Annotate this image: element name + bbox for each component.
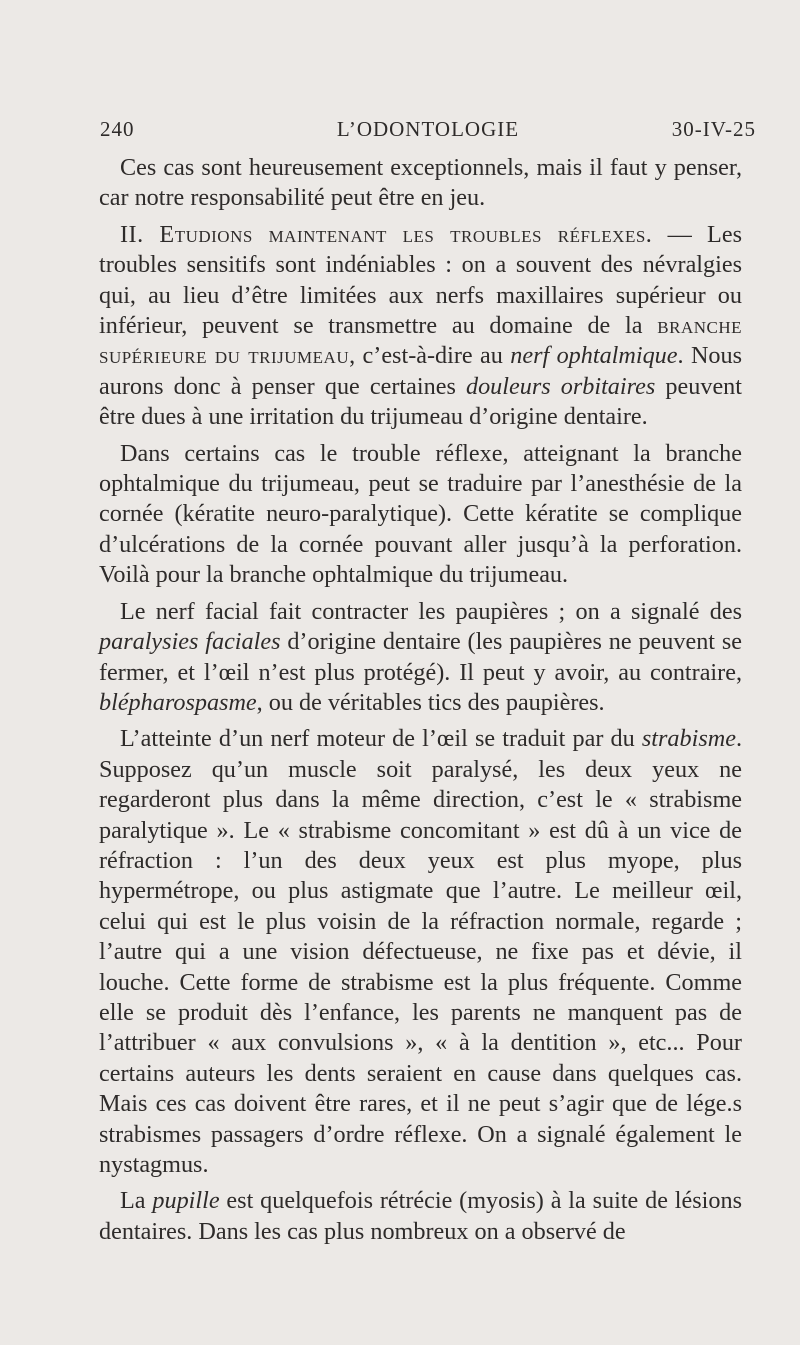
- page-number: 240: [100, 117, 135, 141]
- issue-date: 30-IV-25: [671, 117, 756, 141]
- small-caps-term: branche supérieure du trijumeau: [99, 312, 742, 370]
- paragraph-4: Le nerf facial fait contracter les paupières ; on a signalé des paralysies faciales d’origine dentaire (les paupières ne peuvent se fermer, et l’œil n’est plus protégé). Il peut y avoir, au contraire, blépharospasme, ou de véritables tics des paupières.: [99, 597, 742, 716]
- section-heading: II. Etudions maintenant les troubles réflexes.: [120, 220, 653, 248]
- journal-title: L’ODONTOLOGIE: [336, 117, 520, 141]
- paragraph-5: L’atteinte d’un nerf moteur de l’œil se traduit par du strabisme. Supposez qu’un muscle soit paralysé, les deux yeux ne regarderont plus dans la même direction, c’est le « strabisme paralytique ». Le « strabisme concomitant » est dû à un vice de réfraction : l’un des deux yeux est plus myope, plus hypermétrope, ou plus astigmate que l’autre. Le meilleur œil, celui qui est le plus voisin de la réfraction normale, regarde ; l’autre qui a une vision défectueuse, ne fixe pas et dévie, il louche. Cette forme de strabisme est la plus fréquente. Comme elle se produit dès l’enfance, les parents ne manquent pas de l’attribuer « aux convulsions », « à la dentition », etc... Pour certains auteurs les dents seraient en cause dans quelques cas. Mais ces cas doivent être rares, et il ne peut s’agir que de lége.s strabismes passagers d’ordre réflexe. On a signalé également le nystagmus.: [99, 725, 742, 1178]
- italic-term: douleurs orbitaires: [465, 372, 656, 400]
- italic-term: pupille: [152, 1187, 220, 1215]
- italic-term: paralysies faciales: [99, 628, 281, 656]
- running-header: [100, 117, 756, 147]
- italic-term: blépharospasme: [99, 688, 257, 716]
- paragraph-2: II. Etudions maintenant les troubles réflexes. — Les troubles sensitifs sont indéniables : on a souvent des névralgies qui, au lieu d’être limitées aux nerfs maxillaires supérieur ou inférieur, peuvent se transmettre au domaine de la branche supérieure du trijumeau, c’est-à-dire au nerf ophtalmique. Nous aurons donc à penser que certaines douleurs orbitaires peuvent être dues à une irritation du trijumeau d’origine dentaire.: [99, 220, 743, 431]
- italic-term: nerf ophtalmique: [510, 342, 678, 370]
- paragraph-3: Dans certains cas le trouble réflexe, atteignant la branche ophtalmique du trijumeau, peut se traduire par l’anesthésie de la cornée (kératite neuro-paralytique). Cette kératite se complique d’ulcérations de la cornée pouvant aller jusqu’à la perforation. Voilà pour la branche ophtalmique du trijumeau.: [99, 439, 742, 589]
- body-text: [99, 153, 742, 1247]
- italic-term: strabisme: [641, 725, 736, 753]
- paragraph-6: La pupille est quelquefois rétrécie (myosis) à la suite de lésions dentaires. Dans les cas plus nombreux on a observé de: [99, 1187, 742, 1245]
- paragraph-1: Ces cas sont heureusement exceptionnels, mais il faut y penser, car notre responsabilité peut être en jeu.: [99, 154, 742, 212]
